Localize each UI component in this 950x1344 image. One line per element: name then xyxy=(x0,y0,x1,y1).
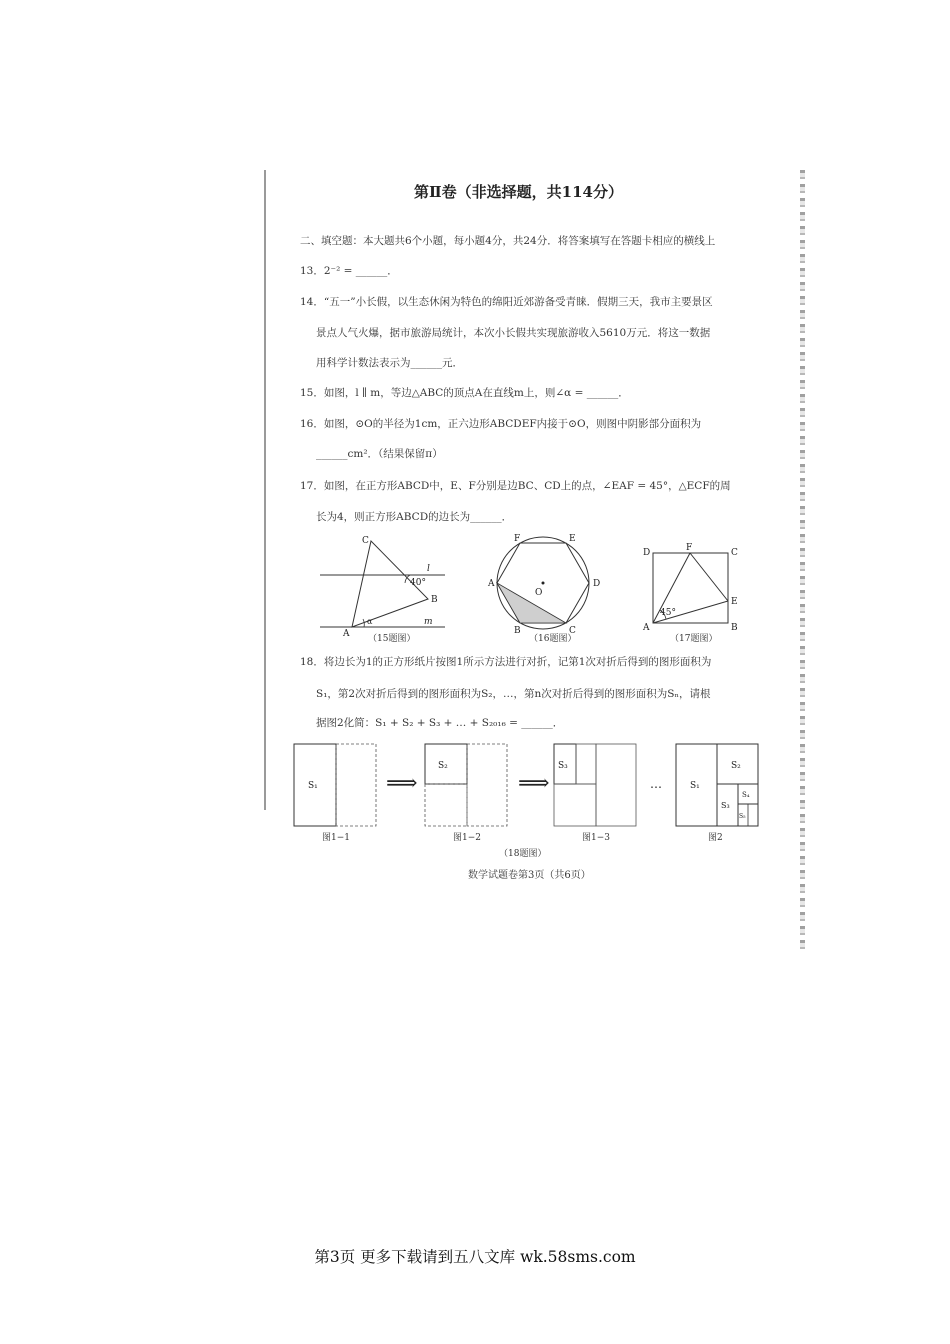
question-18-line1: 18．将边长为1的正方形纸片按图1所示方法进行对折，记第1次对折后得到的图形面积为 xyxy=(300,656,712,668)
page-footer: 第3页 更多下载请到五八文库 wk.58sms.com xyxy=(314,1248,636,1266)
fig18-label-s3-b: S₃ xyxy=(721,801,730,810)
fig17-label-angle: 45° xyxy=(660,608,676,618)
question-16-line1: 16．如图，⊙O的半径为1cm，正六边形ABCDEF内接于⊙O，则图中阴影部分面积为 xyxy=(300,418,702,430)
fig16-label-e: E xyxy=(569,534,576,544)
figure-17 xyxy=(640,540,750,640)
fig18-caption-1: 图1−1 xyxy=(322,833,350,843)
question-13: 13．2⁻² = ______． xyxy=(300,265,398,277)
fig18-label-s3-a: S₃ xyxy=(558,761,568,771)
fig15-label-angle: 40° xyxy=(410,578,426,588)
fig17-label-e: E xyxy=(731,597,738,607)
figure-16 xyxy=(485,533,605,643)
fig16-label-f: F xyxy=(514,534,521,544)
fig17-caption: （17题图） xyxy=(670,634,718,644)
scan-left-edge xyxy=(264,170,266,810)
section2-header: 二、填空题：本大题共6个小题，每小题4分，共24分．将答案填写在答题卡相应的横线上 xyxy=(300,235,716,247)
fig17-label-c: C xyxy=(731,548,738,558)
scan-right-edge xyxy=(800,170,805,950)
fig17-label-a: A xyxy=(643,623,650,633)
question-14-line1: 14．“五一”小长假，以生态休闲为特色的绵阳近郊游备受青睐．假期三天，我市主要景区 xyxy=(300,296,713,308)
section-title: 第Ⅱ卷（非选择题，共114分） xyxy=(414,183,623,201)
fig18-label-s2-a: S₂ xyxy=(438,761,448,771)
fig15-label-a: A xyxy=(343,629,350,639)
fig18-label-s1-a: S₁ xyxy=(308,781,318,791)
fig18-label-s1-b: S₁ xyxy=(690,781,700,791)
fig17-label-b: B xyxy=(731,623,738,633)
fig18-group-caption: （18题图） xyxy=(499,849,547,859)
fig18-caption-3: 图1−3 xyxy=(582,833,610,843)
question-17-line1: 17．如图，在正方形ABCD中，E、F分别是边BC、CD上的点，∠EAF = 45°，△ECF的周 xyxy=(300,480,731,492)
fig18-ellipsis: … xyxy=(650,777,662,791)
fig17-label-f: F xyxy=(686,543,693,553)
fig15-label-m: m xyxy=(424,617,433,627)
fig15-label-b: B xyxy=(431,595,438,605)
fig18-label-s5: S₅ xyxy=(739,813,746,820)
fig18-caption-4: 图2 xyxy=(708,833,723,843)
question-17-line2: 长为4，则正方形ABCD的边长为______． xyxy=(316,511,513,523)
question-14-line3: 用科学计数法表示为______元． xyxy=(316,357,463,369)
fig17-label-d: D xyxy=(643,548,651,558)
fig16-label-b: B xyxy=(514,626,521,636)
fig18-caption-2: 图1−2 xyxy=(453,833,481,843)
fig15-label-c: C xyxy=(362,536,369,546)
fig15-label-l: l xyxy=(427,564,430,574)
fig16-label-d: D xyxy=(593,579,601,589)
question-16-line2: ______cm²．（结果保留π） xyxy=(316,448,443,460)
fig15-label-alpha: α xyxy=(367,617,373,626)
fig15-caption: （15题图） xyxy=(368,634,416,644)
fig18-arrow-2: ⟹ xyxy=(518,771,550,796)
fig18-label-s4: S₄ xyxy=(742,791,750,799)
figure-18 xyxy=(290,740,765,840)
fig16-label-a: A xyxy=(488,579,495,589)
page-note: 数学试题卷第3页（共6页） xyxy=(468,870,591,881)
question-18-line3: 据图2化简：S₁ + S₂ + S₃ + … + S₂₀₁₆ = ______． xyxy=(316,717,564,729)
question-18-line2: S₁，第2次对折后得到的图形面积为S₂，…，第n次对折后得到的图形面积为Sₙ，请根 xyxy=(316,688,711,700)
fig18-label-s2-b: S₂ xyxy=(731,761,741,771)
fig18-arrow-1: ⟹ xyxy=(386,771,418,796)
fig16-caption: （16题图） xyxy=(529,634,577,644)
fig16-label-o: O xyxy=(535,588,543,598)
question-14-line2: 景点人气火爆，据市旅游局统计，本次小长假共实现旅游收入5610万元．将这一数据 xyxy=(316,327,711,339)
question-15: 15．如图，l ∥ m，等边△ABC的顶点A在直线m上，则∠α = ______． xyxy=(300,387,629,399)
figure-15 xyxy=(315,533,455,643)
fig16-label-c: C xyxy=(569,626,576,636)
